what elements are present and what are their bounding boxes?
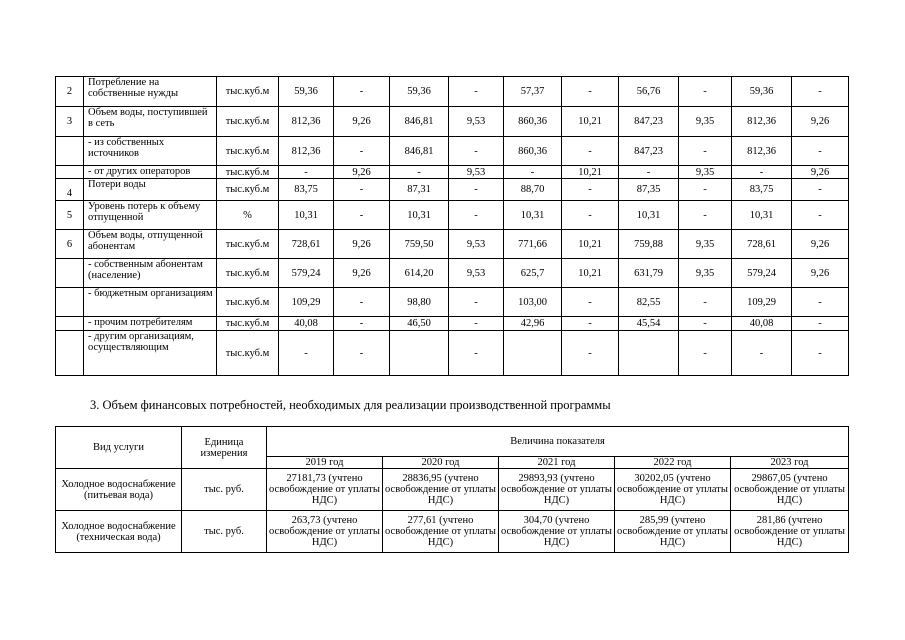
table-row	[56, 137, 849, 166]
row-name-cell: - собственным абонентам (население)	[84, 259, 217, 288]
row-index-cell	[56, 288, 84, 317]
row-name-cell: - бюджетным организациям	[84, 288, 217, 317]
value-cell: 9,35	[679, 230, 732, 259]
value-cell: -	[679, 288, 732, 317]
row-index-cell	[56, 137, 84, 166]
value-cell: 812,36	[732, 107, 792, 137]
table-row	[56, 259, 849, 288]
value-cell: 10,31	[390, 201, 449, 230]
row-name-cell: Уровень потерь к объему отпущенной	[84, 201, 217, 230]
value-cell: 45,54	[619, 317, 679, 331]
header-year: 2022 год	[615, 457, 731, 469]
value-cell: 57,37	[504, 77, 562, 107]
value-cell: -	[449, 317, 504, 331]
value-cell: 614,20	[390, 259, 449, 288]
value-cell: 860,36	[504, 137, 562, 166]
value-cell: 9,26	[334, 230, 390, 259]
value-cell: -	[619, 166, 679, 179]
value-cell: 860,36	[504, 107, 562, 137]
row-name-cell: Объем воды, поступившей в сеть	[84, 107, 217, 137]
value-cell: -	[449, 288, 504, 317]
value-cell: 9,53	[449, 166, 504, 179]
value-cell: 9,53	[449, 230, 504, 259]
value-cell: 9,26	[334, 166, 390, 179]
header-year: 2020 год	[383, 457, 499, 469]
row-name-cell: Потребление на собственные нужды	[84, 77, 217, 107]
value-cell: 59,36	[732, 77, 792, 107]
value-cell: 812,36	[732, 137, 792, 166]
value-cell: 771,66	[504, 230, 562, 259]
unit-cell: тыс.куб.м	[217, 288, 279, 317]
row-index-cell: 5	[56, 201, 84, 230]
value-cell: -	[334, 137, 390, 166]
value-cell: -	[562, 179, 619, 201]
value-cell: 40,08	[279, 317, 334, 331]
row-index-cell	[56, 166, 84, 179]
value-cell: -	[334, 317, 390, 331]
value-cell: -	[449, 201, 504, 230]
unit-cell: тыс. руб.	[182, 511, 267, 553]
value-cell: -	[279, 331, 334, 376]
value-cell: 109,29	[279, 288, 334, 317]
value-cell: -	[792, 317, 849, 331]
unit-cell: тыс.куб.м	[217, 259, 279, 288]
value-cell: 103,00	[504, 288, 562, 317]
value-cell: -	[562, 201, 619, 230]
value-cell: -	[732, 166, 792, 179]
value-cell: -	[792, 137, 849, 166]
value-cell: 10,31	[732, 201, 792, 230]
unit-cell: тыс. руб.	[182, 469, 267, 511]
value-cell: -	[390, 166, 449, 179]
value-cell: 87,35	[619, 179, 679, 201]
value-cell: -	[679, 331, 732, 376]
table-row	[56, 511, 849, 553]
value-cell: -	[449, 137, 504, 166]
unit-cell: тыс.куб.м	[217, 77, 279, 107]
header-year: 2019 год	[267, 457, 383, 469]
header-year: 2023 год	[731, 457, 849, 469]
value-cell: 42,96	[504, 317, 562, 331]
unit-cell: тыс.куб.м	[217, 230, 279, 259]
financial-needs-table	[55, 426, 849, 553]
value-cell: 846,81	[390, 107, 449, 137]
table-row	[56, 317, 849, 331]
value-cell: 9,26	[792, 259, 849, 288]
value-cell: 812,36	[279, 107, 334, 137]
value-cell: -	[679, 137, 732, 166]
unit-cell: тыс.куб.м	[217, 331, 279, 376]
value-cell: 304,70 (учтено освобождение от уплаты НДС)	[499, 511, 615, 553]
table-row	[56, 230, 849, 259]
value-cell: -	[449, 179, 504, 201]
value-cell: 27181,73 (учтено освобождение от уплаты НДС)	[267, 469, 383, 511]
row-name-cell: Потери воды	[84, 179, 217, 201]
unit-cell: тыс.куб.м	[217, 317, 279, 331]
value-cell: -	[449, 331, 504, 376]
header-value: Величина показателя	[267, 427, 849, 457]
value-cell: 10,31	[279, 201, 334, 230]
value-cell: 59,36	[390, 77, 449, 107]
value-cell: 10,21	[562, 107, 619, 137]
value-cell: -	[732, 331, 792, 376]
value-cell: 83,75	[279, 179, 334, 201]
row-index-cell: 3	[56, 107, 84, 137]
value-cell: 9,26	[334, 107, 390, 137]
unit-cell: тыс.куб.м	[217, 179, 279, 201]
table-row	[56, 77, 849, 107]
value-cell: -	[792, 288, 849, 317]
value-cell: -	[792, 77, 849, 107]
value-cell: -	[334, 77, 390, 107]
row-index-cell: 6	[56, 230, 84, 259]
value-cell: 9,26	[792, 230, 849, 259]
value-cell: 87,31	[390, 179, 449, 201]
production-table-wrapper	[55, 76, 855, 382]
value-cell: 59,36	[279, 77, 334, 107]
value-cell: 728,61	[732, 230, 792, 259]
value-cell: 277,61 (учтено освобождение от уплаты НДС)	[383, 511, 499, 553]
value-cell	[390, 331, 449, 376]
value-cell: -	[562, 288, 619, 317]
row-name-cell: - другим организациям, осуществляющим	[84, 331, 217, 376]
production-program-table	[55, 76, 849, 376]
value-cell: 29893,93 (учтено освобождение от уплаты НДС)	[499, 469, 615, 511]
section-3-heading: 3. Объем финансовых потребностей, необходимых для реализации производственной программы	[90, 398, 611, 412]
table-row	[56, 288, 849, 317]
value-cell: 9,53	[449, 107, 504, 137]
value-cell	[504, 331, 562, 376]
value-cell: 846,81	[390, 137, 449, 166]
value-cell: -	[504, 166, 562, 179]
row-index-cell	[56, 259, 84, 288]
value-cell: 9,35	[679, 107, 732, 137]
value-cell: 40,08	[732, 317, 792, 331]
unit-cell: тыс.куб.м	[217, 166, 279, 179]
value-cell: 56,76	[619, 77, 679, 107]
value-cell: 29867,05 (учтено освобождение от уплаты НДС)	[731, 469, 849, 511]
value-cell: -	[679, 77, 732, 107]
value-cell: 579,24	[279, 259, 334, 288]
value-cell: 28836,95 (учтено освобождение от уплаты НДС)	[383, 469, 499, 511]
unit-cell: тыс.куб.м	[217, 107, 279, 137]
value-cell: -	[334, 288, 390, 317]
value-cell: -	[334, 331, 390, 376]
value-cell: -	[679, 317, 732, 331]
value-cell: 728,61	[279, 230, 334, 259]
value-cell: -	[792, 179, 849, 201]
value-cell: -	[792, 331, 849, 376]
table-row	[56, 331, 849, 376]
value-cell: -	[562, 137, 619, 166]
value-cell: 759,88	[619, 230, 679, 259]
value-cell: 10,31	[504, 201, 562, 230]
row-index-cell	[56, 317, 84, 331]
header-unit: Единица измерения	[182, 427, 267, 469]
table-row	[56, 107, 849, 137]
value-cell: 9,35	[679, 259, 732, 288]
value-cell: -	[279, 166, 334, 179]
row-index-cell: 2	[56, 77, 84, 107]
table-row	[56, 179, 849, 201]
value-cell	[619, 331, 679, 376]
value-cell: -	[792, 201, 849, 230]
unit-cell: %	[217, 201, 279, 230]
value-cell: 9,26	[792, 166, 849, 179]
value-cell: 9,26	[334, 259, 390, 288]
row-name-cell: - из собственных источников	[84, 137, 217, 166]
value-cell: 30202,05 (учтено освобождение от уплаты НДС)	[615, 469, 731, 511]
value-cell: 625,7	[504, 259, 562, 288]
value-cell: -	[679, 201, 732, 230]
row-name-cell: - прочим потребителям	[84, 317, 217, 331]
value-cell: 847,23	[619, 107, 679, 137]
table-row	[56, 469, 849, 511]
value-cell: -	[562, 317, 619, 331]
header-service: Вид услуги	[56, 427, 182, 469]
row-index-cell: 4	[56, 179, 84, 201]
value-cell: 9,26	[792, 107, 849, 137]
value-cell: 10,21	[562, 166, 619, 179]
value-cell: 10,21	[562, 230, 619, 259]
value-cell: 847,23	[619, 137, 679, 166]
table-row	[56, 201, 849, 230]
value-cell: 98,80	[390, 288, 449, 317]
value-cell: 9,35	[679, 166, 732, 179]
value-cell: 46,50	[390, 317, 449, 331]
table-row	[56, 166, 849, 179]
header-year: 2021 год	[499, 457, 615, 469]
value-cell: -	[334, 201, 390, 230]
value-cell: 82,55	[619, 288, 679, 317]
value-cell: 631,79	[619, 259, 679, 288]
row-index-cell	[56, 331, 84, 376]
value-cell: -	[334, 179, 390, 201]
value-cell: 10,21	[562, 259, 619, 288]
value-cell: 285,99 (учтено освобождение от уплаты НДС)	[615, 511, 731, 553]
value-cell: 263,73 (учтено освобождение от уплаты НДС)	[267, 511, 383, 553]
value-cell: 83,75	[732, 179, 792, 201]
value-cell: 9,53	[449, 259, 504, 288]
value-cell: 281,86 (учтено освобождение от уплаты НДС)	[731, 511, 849, 553]
value-cell: -	[679, 179, 732, 201]
value-cell: -	[562, 77, 619, 107]
value-cell: 109,29	[732, 288, 792, 317]
row-name-cell: - от других операторов	[84, 166, 217, 179]
value-cell: 10,31	[619, 201, 679, 230]
value-cell: 88,70	[504, 179, 562, 201]
service-cell: Холодное водоснабжение (техническая вода)	[56, 511, 182, 553]
unit-cell: тыс.куб.м	[217, 137, 279, 166]
value-cell: 759,50	[390, 230, 449, 259]
value-cell: 812,36	[279, 137, 334, 166]
value-cell: -	[449, 77, 504, 107]
service-cell: Холодное водоснабжение (питьевая вода)	[56, 469, 182, 511]
value-cell: -	[562, 331, 619, 376]
row-name-cell: Объем воды, отпущенной абонентам	[84, 230, 217, 259]
value-cell: 579,24	[732, 259, 792, 288]
